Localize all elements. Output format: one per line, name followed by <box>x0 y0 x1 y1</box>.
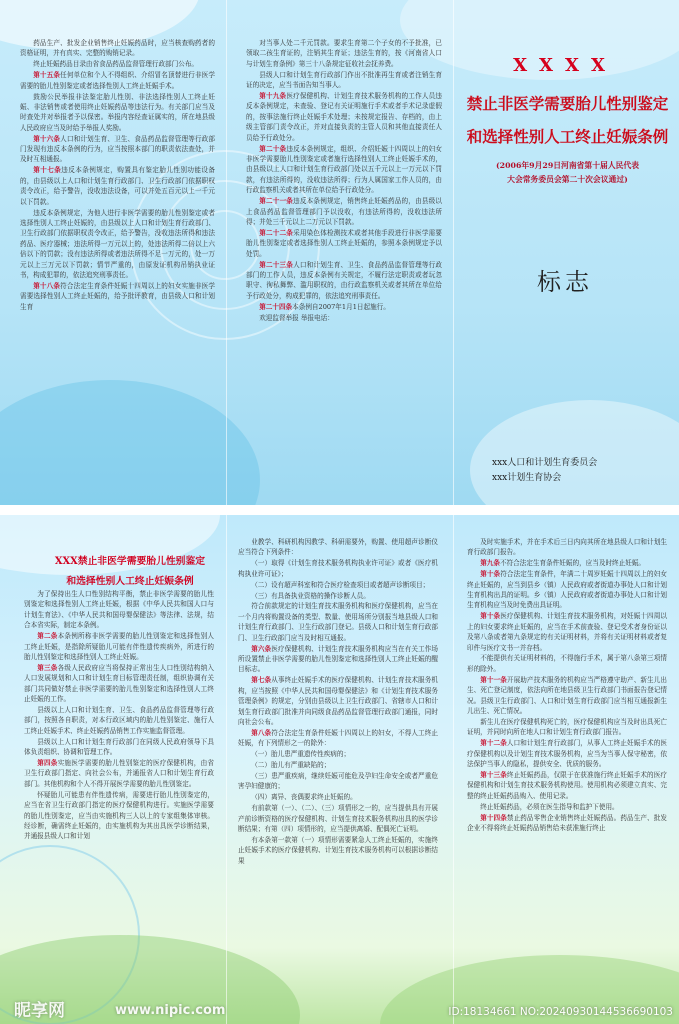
article-text: 违反本条例规定，为他人进行非医学需要的胎儿性别鉴定或者选择性别人工终止妊娠的，由县级以上人口和计划生育行政部门、卫生行政部门依据职权责令改正，给予警告，没收违法所得和违法药品、医疗器械；违法所得一万元以上的，处违法所得二倍以上六倍以下的罚款；没有违法所得或者违法所得不足一万元的，处一万元以上三万元以下罚款；情节严重的，由原发证机构吊销执业证书，构成犯罪的，依法追究刑事责任。 <box>20 208 215 279</box>
article-text: 禁止药品零售企业销售终止妊娠药品。药品生产、批发企业不得将终止妊娠药品销售给未获准施行终止 <box>467 813 667 832</box>
article-label: 第二十条 <box>259 144 287 153</box>
article-text: 业教学、科研机构因教学、科研需要外，购置、使用超声诊断仪应当符合下列条件： <box>238 538 438 557</box>
law-paragraph <box>246 313 442 323</box>
article-text: （三）患严重疾病，继续妊娠可能危及孕妇生命安全或者严重危害孕妇健康的； <box>238 771 438 791</box>
watermark-logo: 昵享网 <box>14 1001 65 1021</box>
law-paragraph <box>238 760 438 770</box>
article-label: 第二十四条 <box>259 302 293 311</box>
article-text: 医疗保健机构、计划生育技术服务机构，对妊娠十四周以上的妇女要求终止妊娠的，应当在手术前查验、登记受术者身份证以及第八条或者第九条规定的有关证明材料，并将有关证明材料或者复印件与医疗文书一并存档。 <box>467 612 667 652</box>
law-paragraph <box>467 653 667 674</box>
law-paragraph <box>467 537 667 558</box>
article-text: 县级以上人口和计划生育行政部门在同级人民政府领导下具体负责组织、协调和管理工作。 <box>24 737 214 757</box>
wave-decoration <box>470 400 679 505</box>
article-text: （二）设有超声科室和符合医疗检查项目或者超声诊断项目； <box>251 580 430 589</box>
article-label: 第六条 <box>251 644 272 653</box>
article-label: 第三条 <box>37 663 58 672</box>
article-text: （四）离异、丧偶要求终止妊娠的。 <box>251 793 357 802</box>
cover-title-line2: 和选择性别人工终止妊娠条例 <box>466 127 669 146</box>
article-label: 第七条 <box>251 676 272 685</box>
article-label: 第十二条 <box>480 739 507 748</box>
article-text: 人口和计划生育、卫生、食品药品监督管理等行政部门发现有违反本条例的行为，应当按照本部门的职责依法查处，并及时互相通报。 <box>20 134 215 164</box>
article-text: 符合法定生育条件妊娠十四周以上的妇女实施非医学需要选择性别人工终止妊娠的，给予批评教育，由县级人口和计划生育 <box>20 281 215 311</box>
law-paragraph <box>238 537 438 558</box>
article-label: 第二十一条 <box>259 197 294 206</box>
article-text: 任何单位和个人不得组织、介绍冒名顶替进行非医学需要的胎儿性别鉴定或者选择性别人工终止妊娠手术。 <box>20 71 215 90</box>
article-text: 新生儿在医疗保健机构死亡的，医疗保健机构应当及时出具死亡证明，并同时向所在地人口和计划生育行政部门报告。 <box>467 717 667 737</box>
law-paragraph <box>246 70 442 91</box>
law-paragraph <box>238 591 438 601</box>
watermark-id: ID:18134661 NO:20240930144536690103 <box>448 1006 673 1018</box>
cover-title-line1: 禁止非医学需要胎儿性别鉴定 <box>466 94 669 113</box>
article-text: 人口和计划生育行政部门，从事人工终止妊娠手术的医疗保健机构以及计划生育技术服务机构，应当为当事人保守秘密，依法保护当事人的隐私，提供安全、优质的服务。 <box>467 739 667 769</box>
article-text: 开展助产技术服务的机构应当严格遵守助产、新生儿出生、死亡登记制度，依法向所在地县级卫生行政部门书面报告登记情况。县级卫生行政部门、人口和计划生育行政部门应当相互通报新生儿出生、死亡情况。 <box>467 675 667 715</box>
article-text: 各级人民政府应当将保持正常出生人口性别结构纳入人口发展规划和人口和计划生育目标管理责任制，组织协调有关部门共同做好禁止非医学需要的胎儿性别鉴定和选择性别人工终止妊娠的工作。 <box>24 663 214 704</box>
article-text: 终止妊娠药品，仅限于在获准施行终止妊娠手术的医疗保健机构和计划生育技术服务机构使用。使用机构必须建立真实、完整的终止妊娠药品购入、使用记录。 <box>467 770 667 800</box>
article-text: 本条例自2007年1月1日起施行。 <box>292 302 390 311</box>
article-text: 怀疑胎儿可能患有伴性遗传病，需要进行胎儿性别鉴定的，应当在省卫生行政部门指定的医疗保健机构进行。实施医学需要的胎儿性别鉴定，应当由实施机构三人以上的专家组集体审核。经诊断，确需终止妊娠的，由实施机构为其出具医学诊断结果，并通报县级人口和计划 <box>24 790 214 841</box>
fold-line <box>453 515 454 1024</box>
law-paragraph <box>467 611 667 653</box>
cover-org-line2: xxx计划生育协会 <box>492 473 562 483</box>
article-label: 第十九条 <box>259 92 287 101</box>
article-label: 第十条 <box>480 570 501 579</box>
article-label: 第十五条 <box>33 71 61 80</box>
article-label: 第十条 <box>480 612 501 621</box>
article-text: 符合前款规定的计划生育技术服务机构和医疗保健机构，应当在一个月内将购置设备的类型、数量、使用场所分别报当地县级人口和计划生育行政部门、卫生行政部门登记。县级人口和计划生育行政部门、卫生行政部门应当及时相互通报。 <box>238 602 438 642</box>
article-label: 第十一条 <box>480 675 507 684</box>
article-label: 第十八条 <box>33 281 61 290</box>
law-text-column-middle <box>238 537 438 1000</box>
law-paragraph <box>238 792 438 802</box>
article-label: 第二条 <box>37 632 58 641</box>
article-label: 第二十二条 <box>259 228 294 237</box>
law-paragraph <box>24 790 214 842</box>
article-text: （一）胎儿患严重遗传性疾病的； <box>251 750 351 759</box>
law-paragraph <box>20 59 215 69</box>
fold-line <box>226 0 227 505</box>
article-text: 县级人口和计划生育行政部门作出不批准再生育或者注销生育证的决定，应当书面告知当事人。 <box>246 70 442 90</box>
article-label: 第十六条 <box>33 134 61 143</box>
doc-title-line2: 和选择性别人工终止妊娠条例 <box>66 576 194 587</box>
law-paragraph <box>246 144 442 196</box>
law-paragraph <box>24 631 214 662</box>
article-label: 第十四条 <box>480 813 507 822</box>
article-text: 欢迎监督举报 举报电话： <box>259 313 334 322</box>
cover-org-line1: xxx人口和计划生育委员会 <box>492 458 598 468</box>
law-paragraph <box>467 770 667 801</box>
article-label: 第四条 <box>37 759 58 767</box>
law-paragraph <box>246 91 442 143</box>
fold-line <box>453 0 454 505</box>
law-paragraph <box>246 302 442 312</box>
article-text: 对当事人处二千元罚款。要求生育第二个子女的不予批准，已领取二孩生育证的，注销其生育证；违法生育的，按《河南省人口与计划生育条例》第三十八条规定征收社会抚养费。 <box>246 39 442 68</box>
article-text: 不符合法定生育条件妊娠的，应当及时终止妊娠。 <box>499 559 646 568</box>
doc-title-line1: XXX禁止非医学需要胎儿性别鉴定 <box>54 556 206 567</box>
cover-subtitle-line2: 大会常务委员会第二十次会议通过) <box>507 175 628 184</box>
article-text: 符合法定生育条件，年满二十周岁妊娠十四周以上的妇女终止妊娠的，应当到县乡（镇）人民政府或者街道办事处人口和计划生育机构出具的证明。乡（镇）人民政府或者街道办事处人口和计划生育机构应当及时免费出具证明。 <box>467 570 667 610</box>
law-paragraph <box>20 208 215 281</box>
logo-placeholder: 标志 <box>537 268 593 296</box>
law-paragraph <box>20 70 215 91</box>
law-paragraph <box>20 92 215 134</box>
law-paragraph <box>20 165 215 207</box>
law-paragraph <box>467 738 667 769</box>
law-paragraph <box>238 835 438 866</box>
law-paragraph <box>238 580 438 590</box>
article-text: 有本条第一款第（一）项情形需要紧急人工终止妊娠的，实施终止妊娠手术的医疗保健机构、计划生育技术服务机构可以根据诊断结果 <box>238 835 438 865</box>
article-text: 药品生产、批发企业销售终止妊娠药品时，应当核查购药者的资格证明，并有真实、完整的购销记录。 <box>20 39 215 58</box>
cover-subtitle-line1: (2006年9月29日河南省第十届人民代表 <box>495 161 640 170</box>
law-paragraph <box>238 749 438 759</box>
brochure-outside-panel <box>0 0 679 505</box>
article-label: 第九条 <box>480 559 500 568</box>
law-text-column-middle <box>246 38 442 473</box>
law-paragraph <box>238 771 438 792</box>
article-text: 违反本条例规定，组织、介绍妊娠十四周以上的妇女非医学需要胎儿性别鉴定或者施行选择性别人工终止妊娠手术的，由县级以上人口和计划生育行政部门处以五千元以上一万元以下罚款，有违法所得的，没收违法所得；行为人属国家工作人员的，由行政监察机关或者其所在单位给予行政处分。 <box>246 144 442 195</box>
article-text: 人口和计划生育、卫生、食品药品监督管理等行政部门的工作人员，违反本条例有关规定，不履行法定职责或者玩忽职守、徇私舞弊、滥用职权的，由行政监察机关或者其所在单位给予行政处分，构成犯罪的，依法追究刑事责任。 <box>246 260 442 300</box>
law-paragraph <box>238 728 438 749</box>
article-text: 不能提供有关证明材料的，不得施行手术，属于第八条第三项情形的除外。 <box>467 654 667 673</box>
article-label: 第二十三条 <box>259 260 294 269</box>
article-text: 终止妊娠药品，必须在医生指导和监护下使用。 <box>480 802 619 811</box>
article-text: 为了保持出生人口性别结构平衡，禁止非医学需要的胎儿性别鉴定和选择性别人工终止妊娠，根据《中华人民共和国人口与计划生育法》、《中华人民共和国母婴保健法》等法律、法规，结合本省实际，制定本条例。 <box>24 590 214 630</box>
law-paragraph <box>20 281 215 312</box>
article-text: 医疗保健机构、计划生育技术服务机构的工作人员违反本条例规定，未查验、登记有关证明施行手术或者手术记录虚假的，按事法施行终止妊娠手术处理；未按规定报告、存档的，由上级主管部门责令改正，并对直接负责的主管人员和其他直接责任人员给予行政处分。 <box>246 92 442 142</box>
article-text: 鼓励公民举报非法鉴定胎儿性别、非法选择性别人工终止妊娠、非法销售或者使用终止妊娠药品等违法行为。有关部门应当及时查处并对举报者予以保密。举报内容经查证属实的，所在地县级人民政府应当及时给予举报人奖励。 <box>20 92 215 132</box>
article-text: 医疗保健机构、计划生育技术服务机构应当在有关工作场所设置禁止非医学需要的胎儿性别鉴定和选择性别人工终止妊娠的醒目标志。 <box>238 644 438 674</box>
article-text: 有前款第（一）、（二）、（三）项情形之一的，应当提供具有开展产前诊断资格的医疗保健机构、计划生育技术服务机构出具的医学诊断结果；有第（四）项情形的，应当提供离婚、配偶死亡证明。 <box>238 804 438 833</box>
law-paragraph <box>24 589 214 631</box>
law-paragraph <box>238 803 438 834</box>
law-text-column-left <box>24 589 214 994</box>
article-text: 实施医学需要的胎儿性别鉴定的医疗保健机构，由省卫生行政部门指定、向社会公布，并通报省人口和计划生育行政部门。其他机构和个人不得开展医学需要的胎儿性别鉴定。 <box>24 759 214 788</box>
watermark-url: www.nipic.com <box>115 1003 226 1018</box>
watermark-bar <box>0 998 679 1024</box>
law-paragraph <box>238 601 438 643</box>
article-text: 县级以上人口和计划生育、卫生、食品药品监督管理等行政部门，按照各自职责，对本行政区域内的胎儿性别鉴定、施行人工终止妊娠手术、终止妊娠药品销售工作实施监督管理。 <box>24 705 214 735</box>
article-text: （一）取得《计划生育技术服务机构执业许可证》或者《医疗机构执业许可证》； <box>238 559 438 578</box>
article-text: （三）有具备执业资格的操作诊断人员。 <box>251 591 370 600</box>
law-paragraph <box>238 558 438 579</box>
law-paragraph <box>467 675 667 717</box>
law-paragraph <box>24 758 214 789</box>
law-paragraph <box>238 644 438 675</box>
law-paragraph <box>24 737 214 758</box>
article-text: 符合法定生育条件妊娠十四周以上的妇女，不得人工终止妊娠，有下列情形之一的除外： <box>238 728 438 748</box>
law-paragraph <box>24 705 214 736</box>
panel-gap <box>0 505 679 515</box>
article-text: 本条例所称非医学需要的胎儿性别鉴定和选择性别人工终止妊娠，是指除所疑胎儿可能有伴性遗传疾病外，所进行的胎儿性别鉴定和选择性别人工终止妊娠。 <box>24 632 214 661</box>
article-text: 从事终止妊娠手术的医疗保健机构、计划生育技术服务机构，应当按照《中华人民共和国母婴保健法》和《计划生育技术服务管理条例》的规定，分别由县级以上卫生行政部门、省辖市人口和计划生育行政部门批准并向同级食品药品监督管理行政部门通报，同时向社会公布。 <box>238 676 438 726</box>
law-paragraph <box>467 569 667 611</box>
article-text: 违反本条例规定，购置具有鉴定胎儿性别功能设备的，由县级以上人口和计划生育行政部门、卫生行政部门依据职权责令改正，给予警告，没收违法设备，可以并处五百元以上一千元以下罚款。 <box>20 166 215 206</box>
article-label: 第八条 <box>251 728 272 737</box>
brochure-inside-panel <box>0 515 679 1024</box>
law-paragraph <box>238 675 438 727</box>
law-paragraph <box>246 38 442 69</box>
law-paragraph <box>246 228 442 259</box>
article-text: 采用染色体检测技术或者其他手段进行非医学需要胎儿性别鉴定或者选择性别人工终止妊娠的，参照本条例规定予以处罚。 <box>246 228 442 258</box>
fold-line <box>226 515 227 1024</box>
article-text: （二）胎儿有严重缺陷的； <box>251 761 331 770</box>
article-label: 第十三条 <box>480 770 507 779</box>
law-text-column-right <box>467 537 667 1000</box>
law-paragraph <box>20 38 215 59</box>
cover-marks: XXXX <box>513 55 617 76</box>
article-label: 第十七条 <box>33 166 62 175</box>
article-text: 及时实施手术，并在手术后三日内向其所在地县级人口和计划生育行政部门报告。 <box>467 538 667 557</box>
article-text: 终止妊娠药品目录由省食品药品监督管理行政部门公布。 <box>33 60 199 69</box>
law-paragraph <box>467 717 667 738</box>
law-paragraph <box>246 196 442 227</box>
law-paragraph <box>467 802 667 812</box>
law-paragraph <box>246 260 442 302</box>
article-text: 违反本条例规定，销售终止妊娠药品的，由县级以上食品药品监督管理部门予以没收，有违法所得的，没收违法所得；并处三千元以上二万元以下罚款。 <box>246 197 442 226</box>
law-paragraph <box>467 813 667 834</box>
law-paragraph <box>20 134 215 165</box>
law-text-column-left <box>20 38 215 488</box>
law-paragraph <box>24 663 214 705</box>
law-paragraph <box>467 558 667 568</box>
